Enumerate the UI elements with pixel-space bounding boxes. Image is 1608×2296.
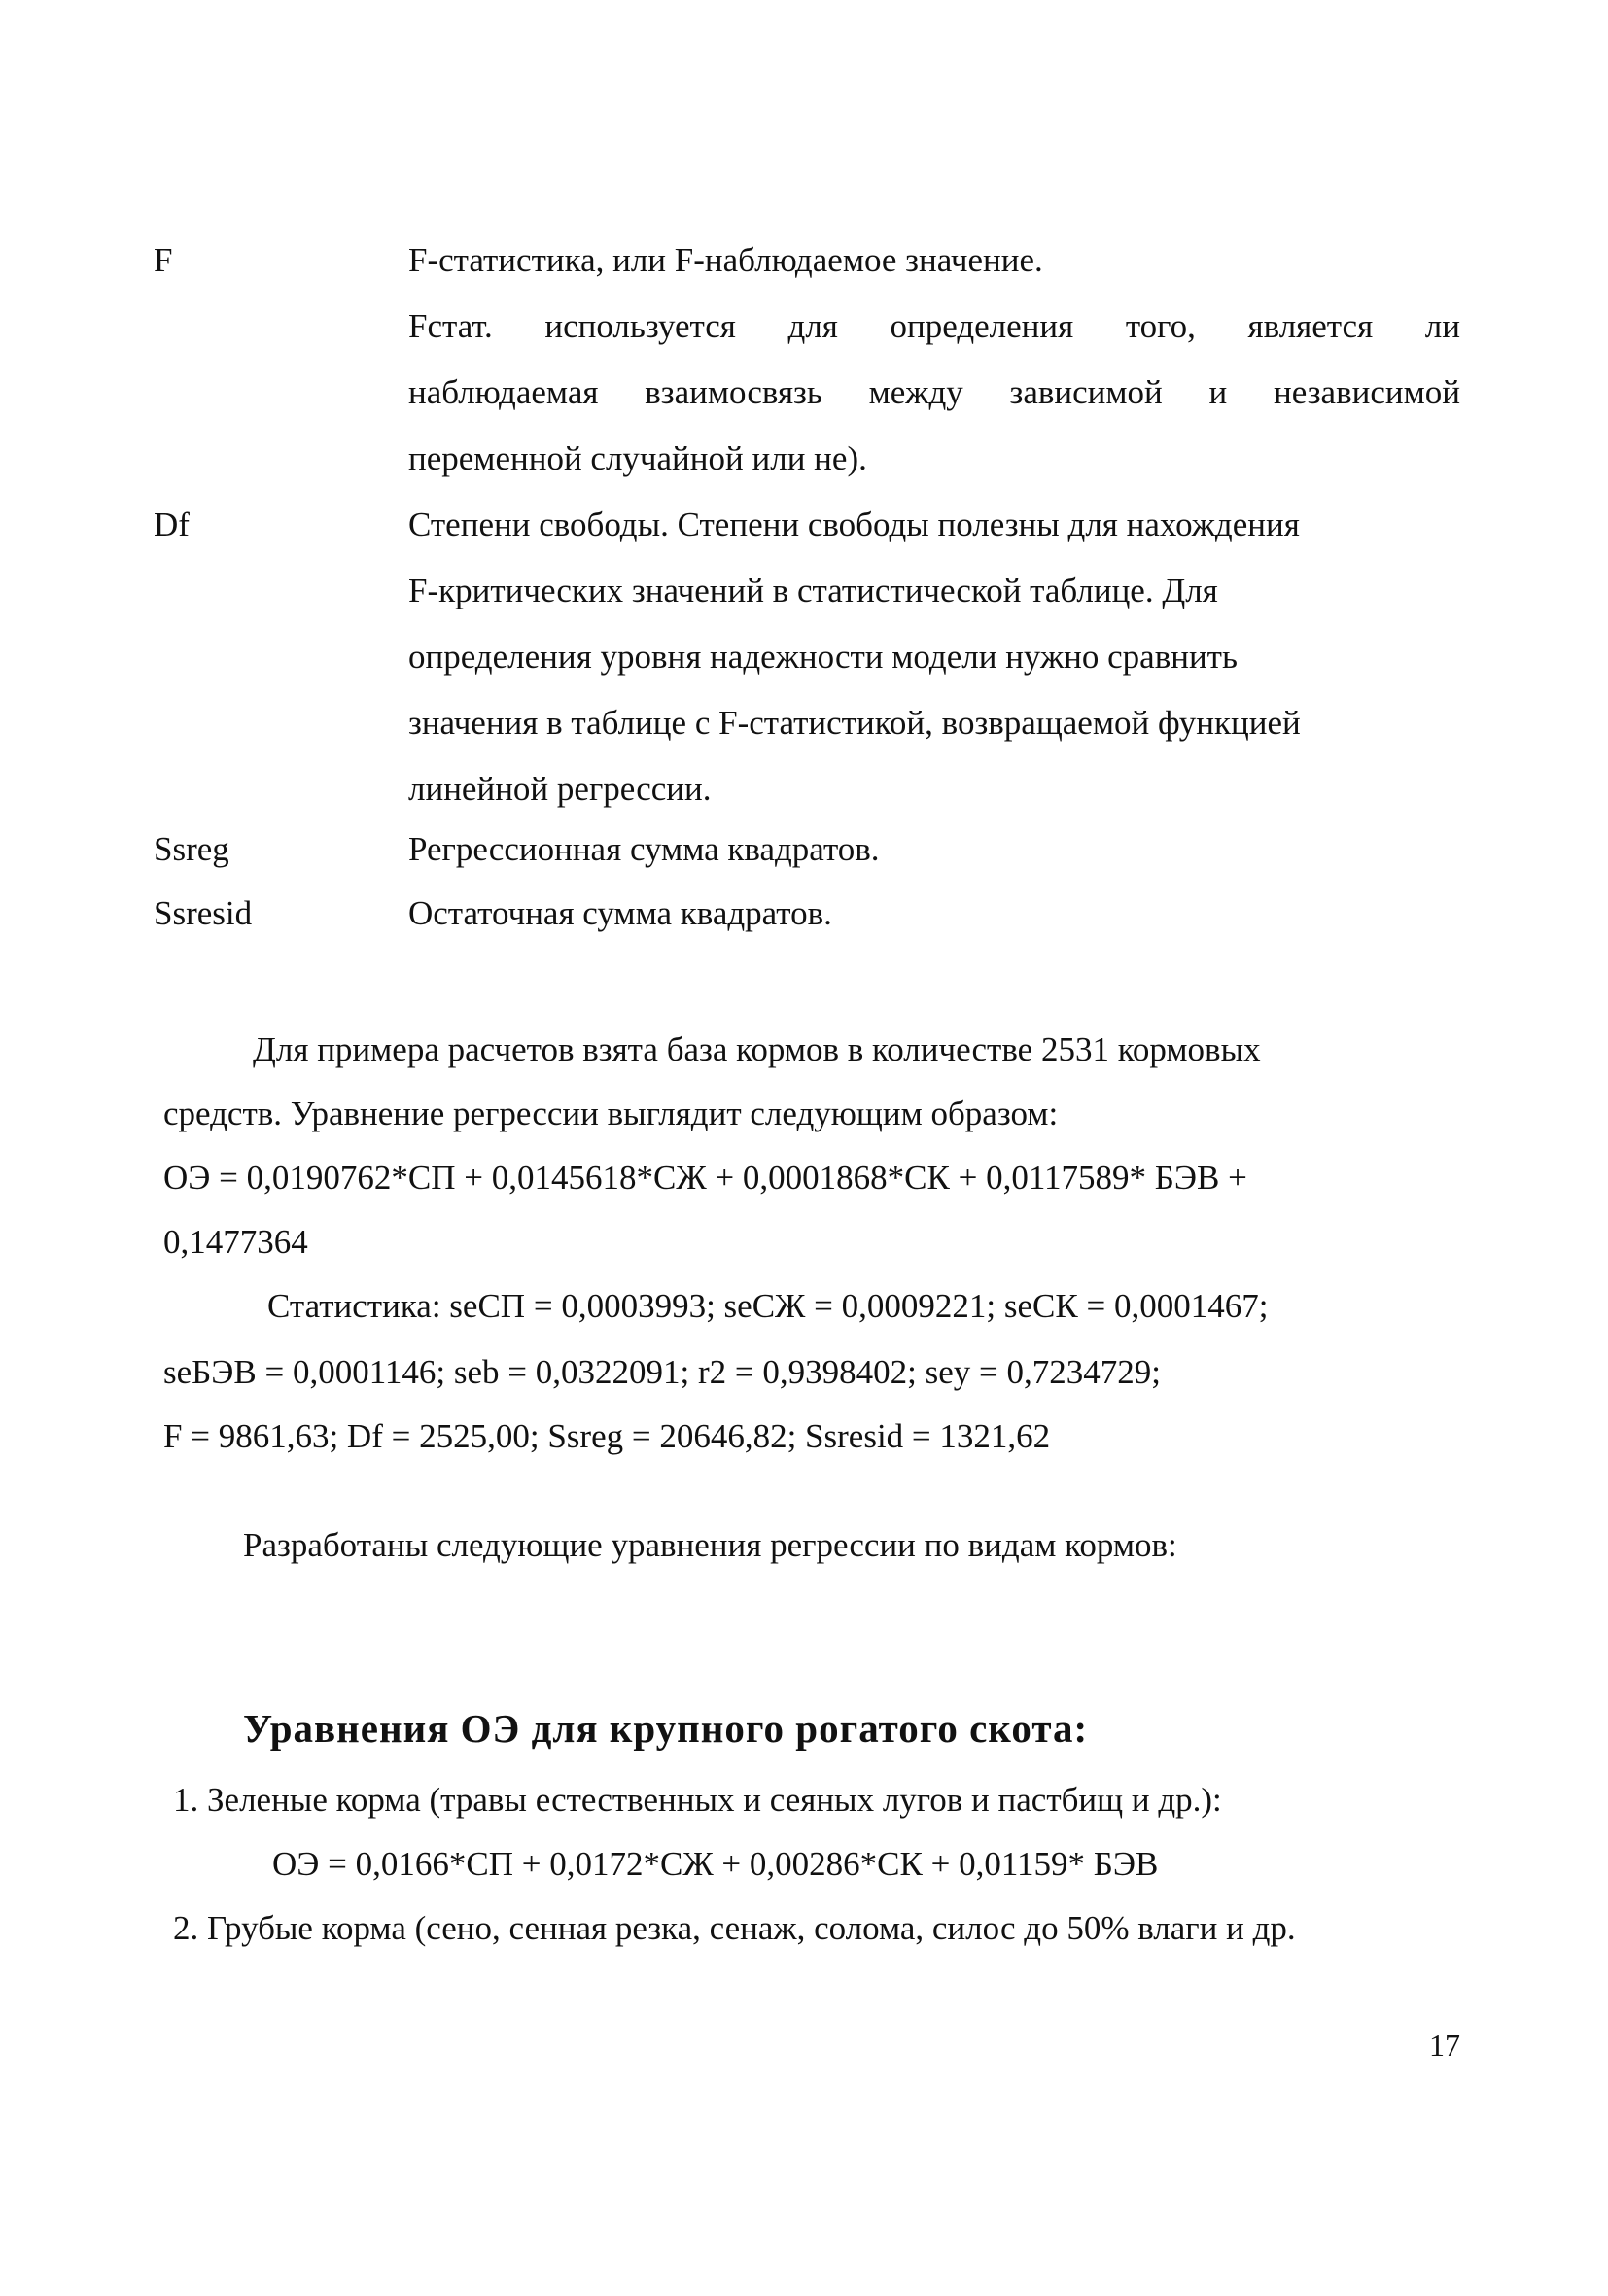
glossary-term-ssreg: Ssreg (154, 830, 229, 868)
example-line: средств. Уравнение регрессии выглядит следующим образом: (163, 1095, 1059, 1132)
glossary-def-line: определения уровня надежности модели нужно сравнить (408, 638, 1238, 676)
developed-equations-text: Разработаны следующие уравнения регрессии по видам кормов: (243, 1526, 1177, 1564)
glossary-term-f: F (154, 241, 173, 279)
glossary-def-line: Степени свободы. Степени свободы полезны для нахождения (408, 505, 1300, 543)
section-heading: Уравнения ОЭ для крупного рогатого скота: (243, 1706, 1089, 1751)
list-item: 2. Грубые корма (сено, сенная резка, сенаж, солома, силос до 50% влаги и др. (173, 1909, 1296, 1947)
example-line: Для примера расчетов взята база кормов в количестве 2531 кормовых (253, 1030, 1261, 1068)
glossary-def-line: значения в таблице с F-статистикой, возвращаемой функцией (408, 704, 1301, 742)
glossary-term-ssresid: Ssresid (154, 894, 253, 932)
glossary-def-line: Fстат. используется для определения того, является ли (408, 307, 1460, 345)
regression-equation: ОЭ = 0,0190762*СП + 0,0145618*СЖ + 0,0001868*СК + 0,0117589* БЭВ + (163, 1159, 1247, 1197)
glossary-def-line: F-критических значений в статистической таблице. Для (408, 572, 1218, 609)
glossary-term-df: Df (154, 505, 190, 543)
glossary-def-line: наблюдаемая взаимосвязь между зависимой и независимой (408, 373, 1460, 411)
glossary-def-line: Регрессионная сумма квадратов. (408, 830, 880, 868)
statistics-line: F = 9861,63; Df = 2525,00; Ssreg = 20646,82; Ssresid = 1321,62 (163, 1417, 1051, 1455)
glossary-def-line: Остаточная сумма квадратов. (408, 894, 832, 932)
glossary-def-line: линейной регрессии. (408, 770, 712, 808)
glossary-def-line: F-статистика, или F-наблюдаемое значение. (408, 241, 1043, 279)
statistics-line: Статистика: seСП = 0,0003993; seСЖ = 0,0009221; seСК = 0,0001467; (267, 1287, 1269, 1325)
page-number: 17 (1429, 2028, 1460, 2063)
list-item: 1. Зеленые корма (травы естественных и сеяных лугов и пастбищ и др.): (173, 1781, 1222, 1819)
item-equation: ОЭ = 0,0166*СП + 0,0172*СЖ + 0,00286*СК + 0,01159* БЭВ (272, 1845, 1159, 1883)
regression-equation-constant: 0,1477364 (163, 1223, 308, 1261)
glossary-def-line: переменной случайной или не). (408, 439, 867, 477)
statistics-line: seБЭВ = 0,0001146; seb = 0,0322091; r2 = 0,9398402; sey = 0,7234729; (163, 1353, 1161, 1391)
